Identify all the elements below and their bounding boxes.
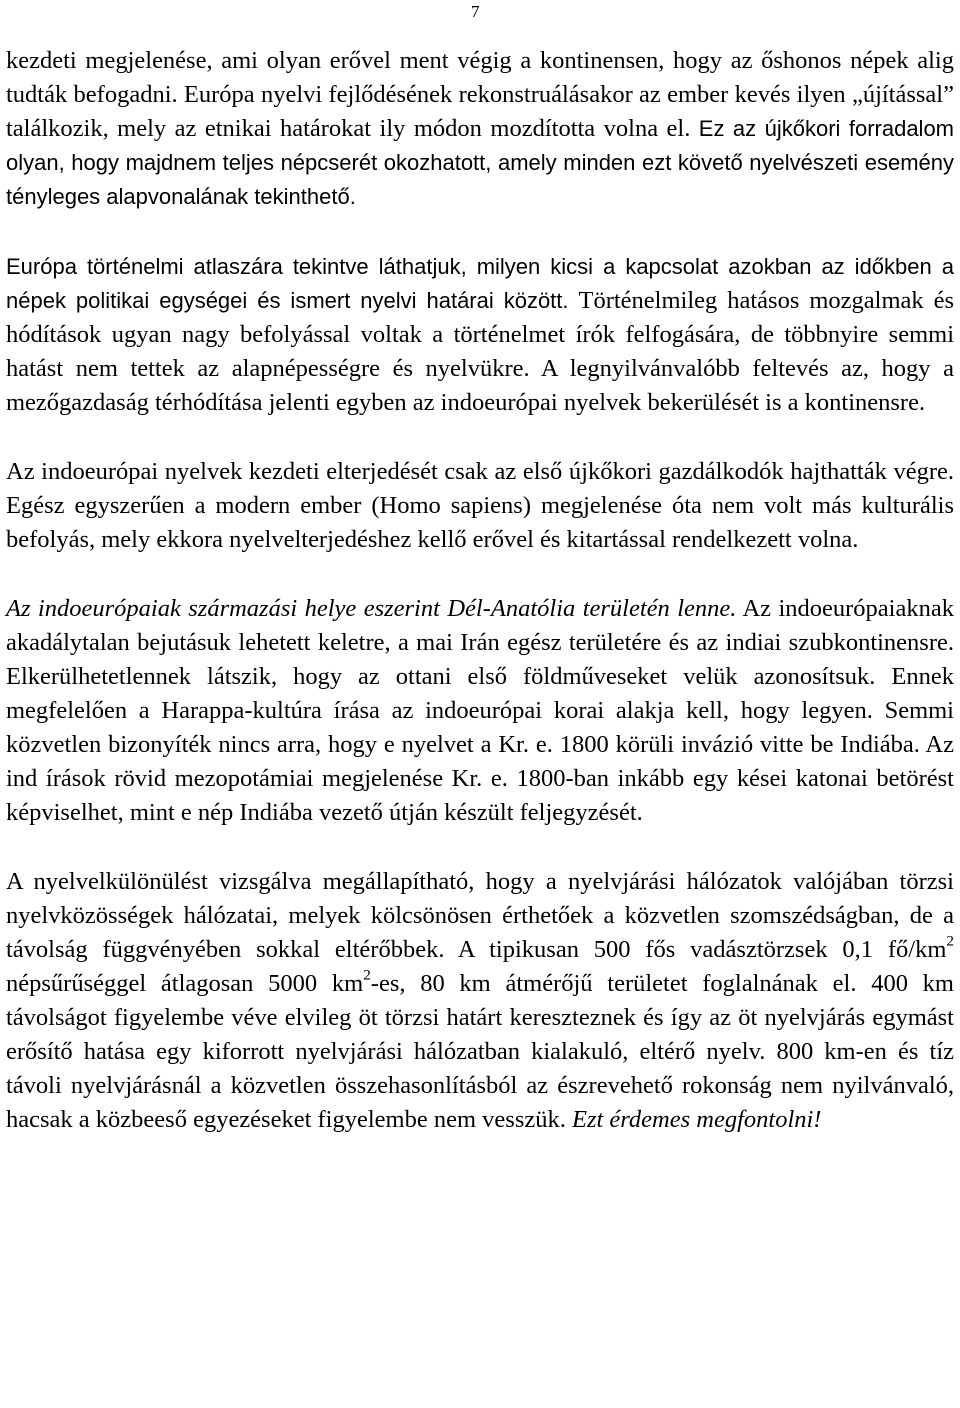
paragraph-5-part-c: -es, 80 km átmérőjű területet foglalnának el. 400 km távolságot figyelembe véve elvileg öt törzsi határt kereszteznek és így az öt nyelvjárás egymást erősítő hatása egy kiforrott nyelvjárási hálózatban kialakuló, eltérő nyelv. 800 km-en és tíz távoli nyelvjárásnál a közvetlen összehasonlításból az észrevehető rokonság nem nyilvánvaló, hacsak a közbeeső egyezéseket figyelembe nem vesszük. (6, 970, 954, 1133)
paragraph-3-sentence-1: Az indoeurópai nyelvek kezdeti elterjedését csak az első újkőkori gazdálkodók hajthatták végre. (6, 458, 954, 485)
paragraph-1 (6, 44, 954, 214)
paragraph-4-rest: Az indoeurópaiaknak akadálytalan bejutásuk lehetett keletre, a mai Irán egész területére és az indiai szubkontinensre. Elkerülhetetlennek látszik, hogy az ottani első földműveseket velük azonosítsuk. Ennek megfelelően a Harappa-kultúra írása az indoeurópai korai alakja kell, hogy legyen. Semmi közvetlen bizonyíték nincs arra, hogy e nyelvet a Kr. e. 1800 körüli invázió vitte be Indiába. Az ind írások rövid mezopotámiai megjelenése Kr. e. 1800-ban inkább egy kései katonai betörést képviselhet, mint e nép Indiába vezető útján készült feljegyzését. (6, 595, 954, 826)
paragraph-1-sentence-1: kezdeti megjelenése, ami olyan erővel ment végig a kontinensen, hogy az őshonos népek alig tudták befogadni. Európa nyelvi fejlődésének rekonstruálásakor az ember kevés ilyen „újítással” találkozik, mely az etnikai határokat ily módon mozdította volna el. (6, 47, 954, 142)
paragraph-2-sentence-2: Történelmileg hatásos mozgalmak és hódítások ugyan nagy befolyással voltak a történelmet írók felfogására, de többnyire semmi hatást nem tettek az alapnépességre és nyelvükre. A legnyilvánvalóbb feltevés az, hogy a mezőgazdaság térhódítása jelenti egyben az indoeurópai nyelvek bekerülését is a kontinensre. (6, 287, 954, 416)
paragraph-5-italic-ending: Ezt érdemes megfontolni! (571, 1106, 822, 1133)
paragraph-3-sentence-2: Egész egyszerűen a modern ember (Homo sapiens) megjelenése óta nem volt más kulturális befolyás, mely ekkora nyelvelterjedéshez kellő erővel és kitartással rendelkezett volna. (6, 492, 954, 553)
paragraph-2 (6, 250, 954, 420)
paragraph-gap (6, 214, 954, 250)
paragraph-5-part-b: népsűrűséggel átlagosan 5000 km (6, 970, 364, 997)
superscript-2: 2 (363, 966, 371, 984)
paragraph-5 (6, 865, 954, 1137)
paragraph-2-sentence-1: Európa történelmi atlaszára tekintve láthatjuk, milyen kicsi a kapcsolat azokban az időkben a népek politikai egységei és ismert nyelvi határai között. (6, 254, 954, 313)
paragraph-3 (6, 455, 954, 557)
paragraph-4 (6, 592, 954, 830)
superscript-2: 2 (946, 932, 954, 950)
paragraph-gap (6, 420, 954, 455)
paragraph-gap (6, 557, 954, 592)
paragraph-5-part-a: A nyelvelkülönülést vizsgálva megállapítható, hogy a nyelvjárási hálózatok valójában törzsi nyelvközösségek hálózatai, melyek kölcsönösen érthetőek a közvetlen szomszédságban, de a távolság függvényében sokkal eltérőbbek. A tipikusan 500 fős vadásztörzsek 0,1 fő/km (6, 868, 954, 963)
page-number: 7 (471, 2, 480, 21)
paragraph-gap (6, 830, 954, 865)
paragraph-1-sentence-2: Ez az újkőkori forradalom olyan, hogy majdnem teljes népcserét okozhatott, amely minden ezt követő nyelvészeti esemény tényleges alapvonalának tekinthető. (6, 116, 955, 209)
document-body (6, 44, 954, 1137)
paragraph-4-italic-sentence: Az indoeurópaiak származási helye eszerint Dél-Anatólia területén lenne. (6, 595, 737, 622)
